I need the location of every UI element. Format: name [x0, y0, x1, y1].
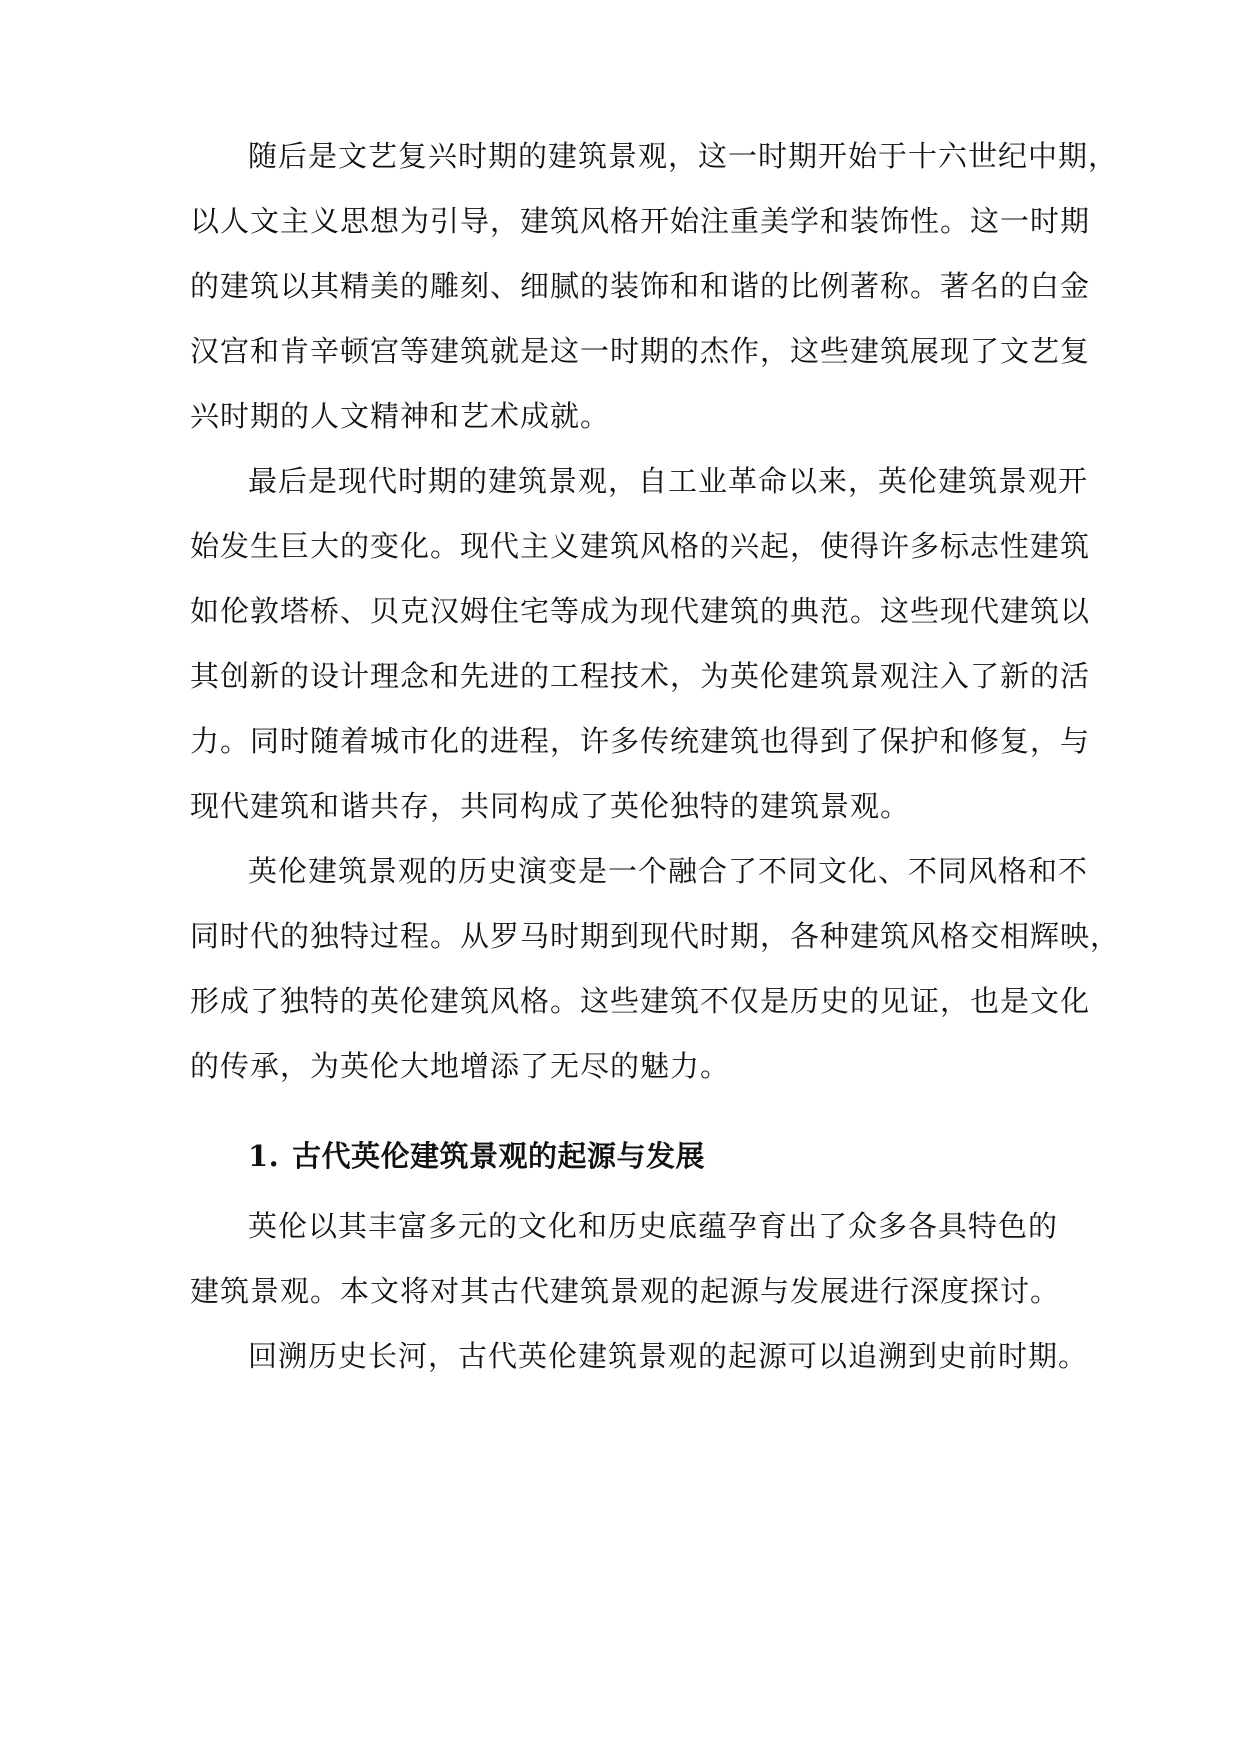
paragraph-line: 力。同时随着城市化的进程，许多传统建筑也得到了保护和修复，与: [190, 724, 1091, 758]
paragraph-line: 英伦以其丰富多元的文化和历史底蕴孕育出了众多各具特色的: [248, 1209, 1059, 1243]
paragraph-line: 英伦建筑景观的历史演变是一个融合了不同文化、不同风格和不: [248, 854, 1089, 888]
paragraph-line: 最后是现代时期的建筑景观，自工业革命以来，英伦建筑景观开: [248, 464, 1089, 498]
paragraph-line: 兴时期的人文精神和艺术成就。: [190, 399, 611, 433]
paragraph-line: 现代建筑和谐共存，共同构成了英伦独特的建筑景观。: [190, 789, 911, 823]
paragraph-line: 回溯历史长河，古代英伦建筑景观的起源可以追溯到史前时期。: [248, 1339, 1089, 1373]
paragraph-line: 其创新的设计理念和先进的工程技术，为英伦建筑景观注入了新的活: [190, 659, 1091, 693]
paragraph-line: 同时代的独特过程。从罗马时期到现代时期，各种建筑风格交相辉映，: [190, 919, 1121, 953]
paragraph-line: 如伦敦塔桥、贝克汉姆住宅等成为现代建筑的典范。这些现代建筑以: [190, 594, 1091, 628]
paragraph-line: 形成了独特的英伦建筑风格。这些建筑不仅是历史的见证，也是文化: [190, 984, 1091, 1018]
section-title: 古代英伦建筑景观的起源与发展: [292, 1139, 706, 1173]
paragraph-line: 建筑景观。本文将对其古代建筑景观的起源与发展进行深度探讨。: [190, 1274, 1061, 1308]
paragraph-line: 的建筑以其精美的雕刻、细腻的装饰和和谐的比例著称。著名的白金: [190, 269, 1091, 303]
paragraph-line: 始发生巨大的变化。现代主义建筑风格的兴起，使得许多标志性建筑: [190, 529, 1091, 563]
paragraph-line: 以人文主义思想为引导，建筑风格开始注重美学和装饰性。这一时期: [190, 204, 1091, 238]
paragraph-line: 随后是文艺复兴时期的建筑景观，这一时期开始于十六世纪中期，: [248, 139, 1119, 173]
section-heading: [248, 1136, 705, 1176]
section-number: 1.: [248, 1139, 280, 1173]
paragraph-line: 汉宫和肯辛顿宫等建筑就是这一时期的杰作，这些建筑展现了文艺复: [190, 334, 1091, 368]
paragraph-line: 的传承，为英伦大地增添了无尽的魅力。: [190, 1049, 731, 1083]
